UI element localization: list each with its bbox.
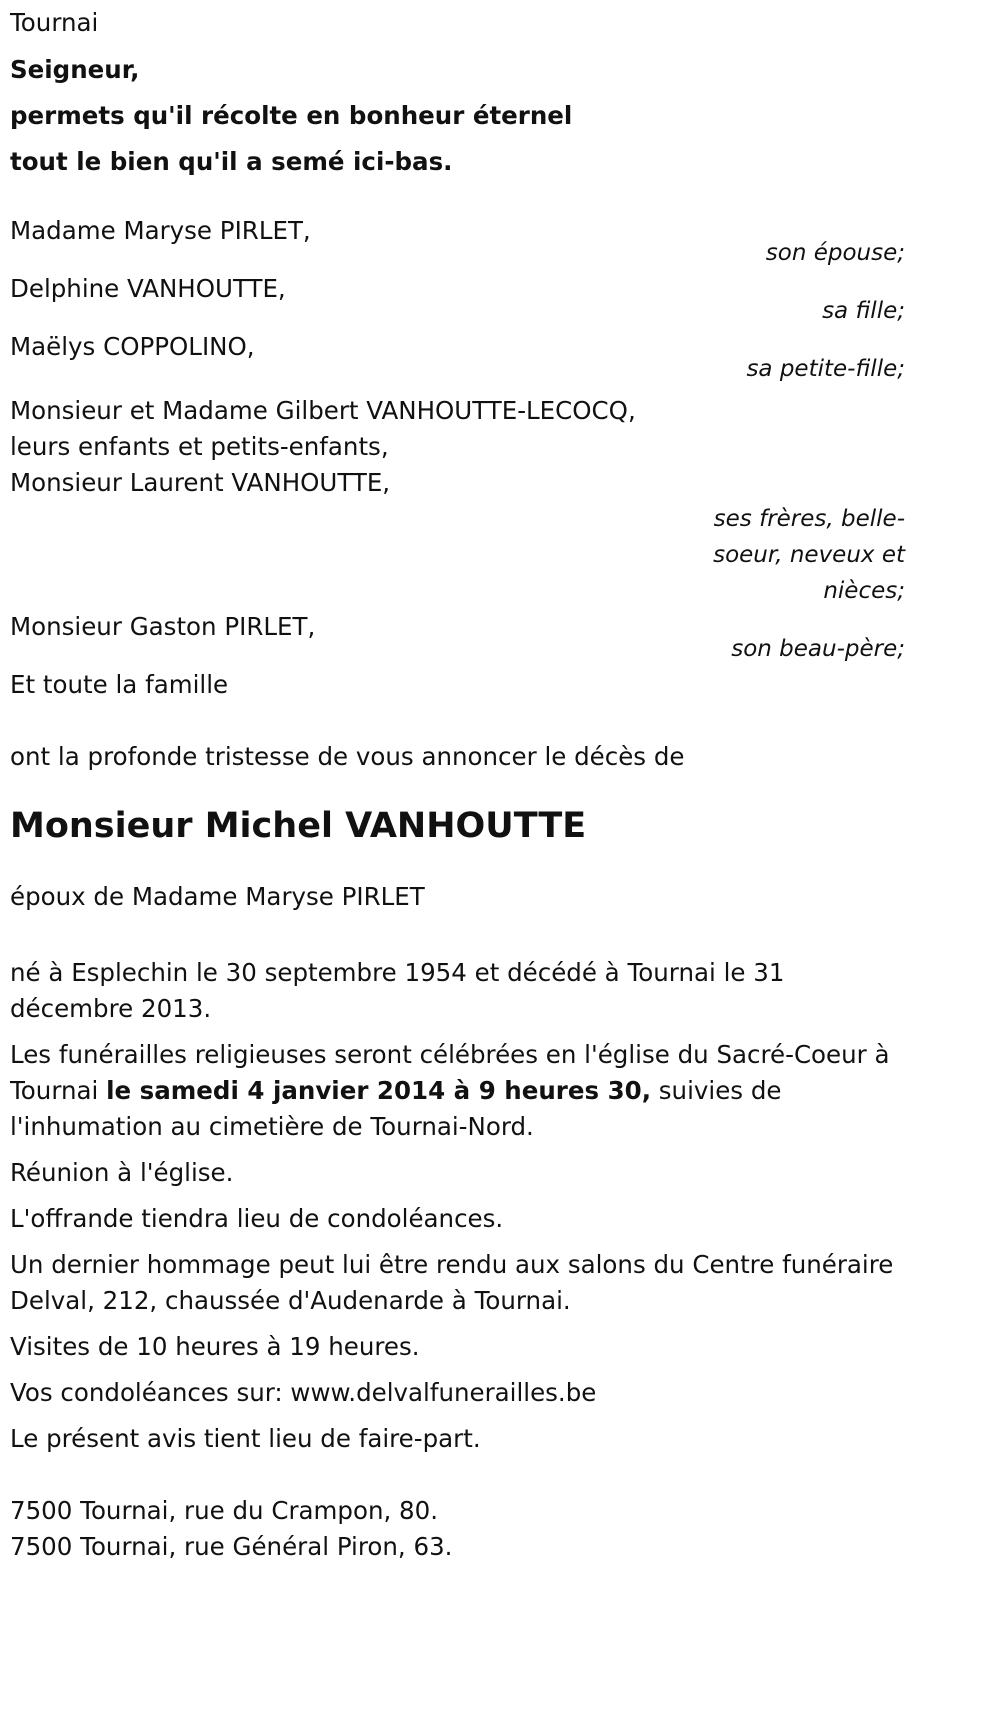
spouse-line: époux de Madame Maryse PIRLET <box>10 882 425 911</box>
family-name: leurs enfants et petits-enfants, <box>10 432 389 461</box>
info-line: Vos condoléances sur: www.delvalfunerailles.be <box>10 1378 597 1407</box>
announcement: ont la profonde tristesse de vous annoncer le décès de <box>10 742 685 771</box>
deceased-name: Monsieur Michel VANHOUTTE <box>10 806 587 846</box>
info-line: Visites de 10 heures à 19 heures. <box>10 1332 420 1361</box>
family-name: Monsieur et Madame Gilbert VANHOUTTE-LECOCQ, <box>10 396 636 425</box>
family-name: Monsieur Laurent VANHOUTTE, <box>10 468 391 497</box>
birth-death: né à Esplechin le 30 septembre 1954 et décédé à Tournai le 31 décembre 2013. <box>10 958 785 1023</box>
verse-line: Seigneur, <box>10 55 140 84</box>
verse-line: permets qu'il récolte en bonheur éternel <box>10 101 573 130</box>
address-line: 7500 Tournai, rue Général Piron, 63. <box>10 1532 453 1561</box>
verse <box>10 47 905 185</box>
funeral-details <box>10 1037 905 1145</box>
address-line: 7500 Tournai, rue du Crampon, 80. <box>10 1496 439 1525</box>
place-name: Tournai <box>10 8 99 37</box>
funeral-text: Les funérailles religieuses seront célébrées en l'église du Sacré-Coeur à Tournai <box>10 1040 890 1105</box>
funeral-date: le samedi 4 janvier 2014 à 9 heures 30, <box>106 1076 651 1105</box>
verse-line: tout le bien qu'il a semé ici-bas. <box>10 147 453 176</box>
family-role: sa petite-fille; <box>746 356 905 382</box>
info-line: Un dernier hommage peut lui être rendu aux salons du Centre funéraire Delval, 212, chaussée d'Audenarde à Tournai. <box>10 1250 894 1315</box>
family-role: sa fille; <box>822 298 905 324</box>
family-entry <box>10 213 905 271</box>
obituary-notice <box>10 5 905 1565</box>
family-entry <box>10 667 905 703</box>
family-entry <box>10 271 905 329</box>
family-name: Maëlys COPPOLINO, <box>10 332 255 361</box>
family-role: son épouse; <box>765 240 905 266</box>
family-name: Monsieur Gaston PIRLET, <box>10 612 316 641</box>
family-role: son beau-père; <box>731 636 905 662</box>
family-name: Madame Maryse PIRLET, <box>10 216 311 245</box>
family-entry <box>10 393 905 609</box>
family-name: Delphine VANHOUTTE, <box>10 274 286 303</box>
funeral-text: suivies de l'inhumation au cimetière de Tournai-Nord. <box>10 1076 782 1141</box>
family-name: Et toute la famille <box>10 670 229 699</box>
family-role: ses frères, belle-soeur, neveux et nièces; <box>713 506 905 604</box>
info-line: L'offrande tiendra lieu de condoléances. <box>10 1204 504 1233</box>
family-entry <box>10 329 905 387</box>
info-line: Réunion à l'église. <box>10 1158 234 1187</box>
family-list <box>10 213 905 703</box>
family-entry <box>10 609 905 667</box>
info-line: Le présent avis tient lieu de faire-part. <box>10 1424 481 1453</box>
